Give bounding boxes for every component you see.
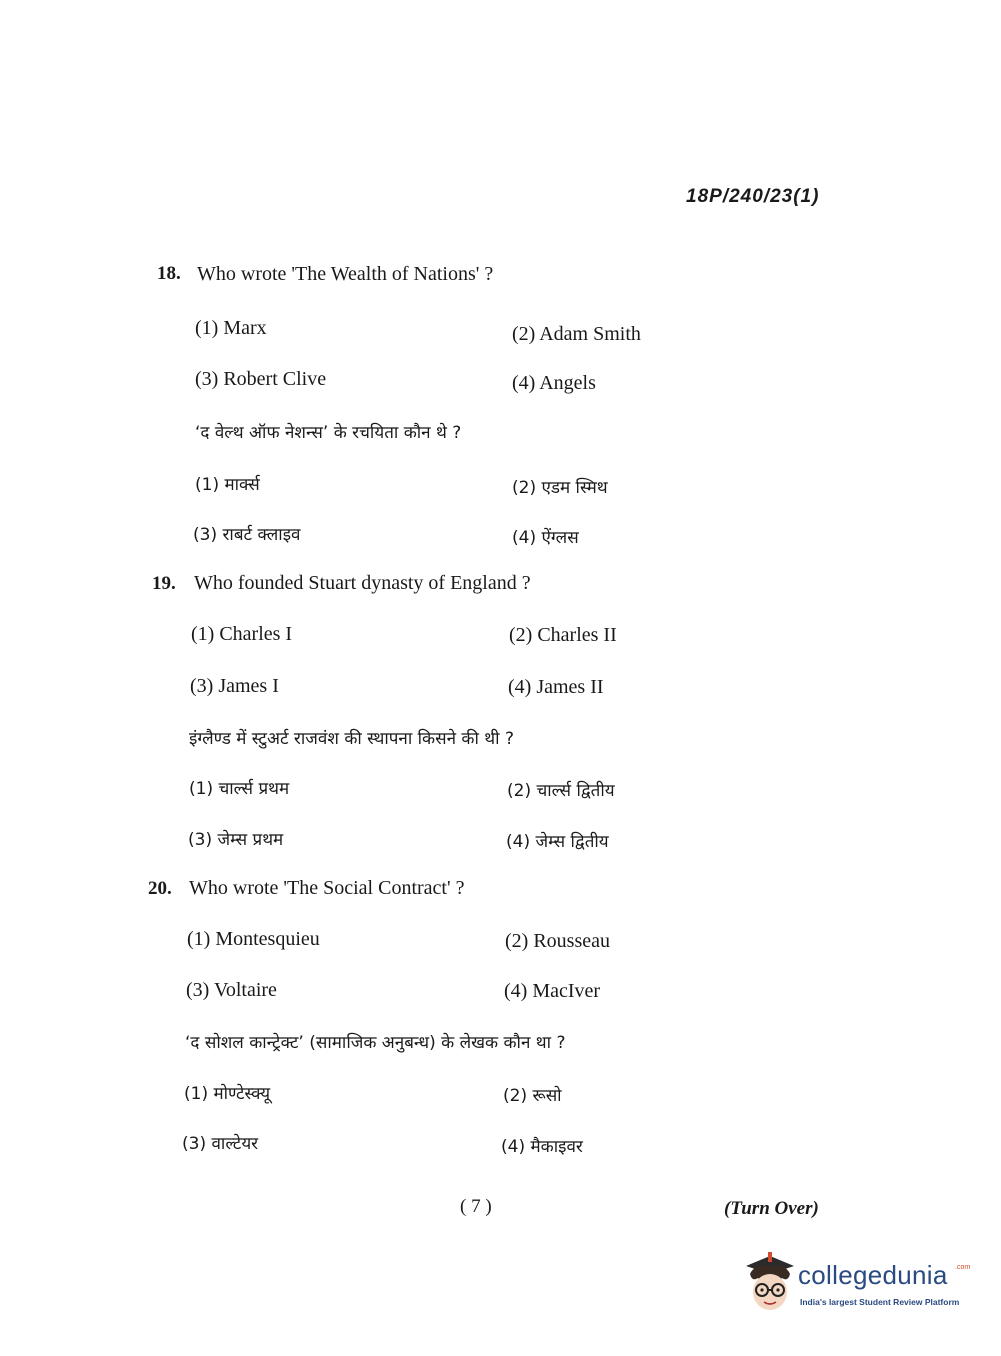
option-4-hi: (4) जेम्स द्वितीय <box>506 832 609 852</box>
page-number: ( 7 ) <box>460 1196 492 1217</box>
option-3-en: (3) Robert Clive <box>195 368 327 390</box>
question-text-hi: ‘द वेल्थ ऑफ नेशन्स’ के रचयिता कौन थे ? <box>195 423 462 443</box>
brand-name: collegedunia <box>798 1260 948 1290</box>
question-text-hi: ‘द सोशल कान्ट्रेक्ट’ (सामाजिक अनुबन्ध) के लेखक कौन था ? <box>185 1033 566 1053</box>
option-1-en: (1) Montesquieu <box>187 928 320 950</box>
option-1-hi: (1) मार्क्स <box>195 475 260 495</box>
option-2-hi: (2) एडम स्मिथ <box>512 478 608 498</box>
option-3-en: (3) James I <box>190 675 279 697</box>
brand-tagline: India's largest Student Review Platform <box>800 1297 960 1307</box>
option-1-hi: (1) मोण्टेस्क्यू <box>184 1084 271 1104</box>
option-4-hi: (4) ऐंग्लस <box>512 528 579 548</box>
option-4-en: (4) MacIver <box>504 980 601 1002</box>
option-4-en: (4) James II <box>508 676 604 698</box>
option-1-hi: (1) चार्ल्स प्रथम <box>189 779 290 799</box>
option-2-hi: (2) चार्ल्स द्वितीय <box>507 781 615 801</box>
option-1-en: (1) Marx <box>195 317 267 339</box>
collegedunia-watermark <box>742 1248 972 1318</box>
option-4-en: (4) Angels <box>512 372 596 394</box>
option-2-hi: (2) रूसो <box>503 1086 562 1106</box>
question-number: 18. <box>157 263 181 284</box>
option-2-en: (2) Charles II <box>509 624 617 646</box>
question-text-en: Who wrote 'The Social Contract' ? <box>189 877 465 899</box>
option-4-hi: (4) मैकाइवर <box>501 1137 583 1157</box>
question-number: 19. <box>152 573 176 594</box>
option-2-en: (2) Rousseau <box>505 930 610 952</box>
question-number: 20. <box>148 878 172 899</box>
student-mascot-icon <box>742 1252 798 1314</box>
question-text-hi: इंग्लैण्ड में स्टुअर्ट राजवंश की स्थापना किसने की थी ? <box>189 729 514 749</box>
question-text-en: Who wrote 'The Wealth of Nations' ? <box>197 263 494 285</box>
option-3-hi: (3) जेम्स प्रथम <box>188 830 284 850</box>
option-3-en: (3) Voltaire <box>186 979 277 1001</box>
option-2-en: (2) Adam Smith <box>512 323 641 345</box>
option-1-en: (1) Charles I <box>191 623 293 645</box>
question-text-en: Who founded Stuart dynasty of England ? <box>194 572 531 594</box>
option-3-hi: (3) वाल्टेयर <box>182 1134 259 1154</box>
turn-over-label: (Turn Over) <box>724 1198 819 1219</box>
brand-suffix: .com <box>955 1264 971 1271</box>
paper-code: 18P/240/23(1) <box>686 186 820 207</box>
option-3-hi: (3) राबर्ट क्लाइव <box>193 525 301 545</box>
